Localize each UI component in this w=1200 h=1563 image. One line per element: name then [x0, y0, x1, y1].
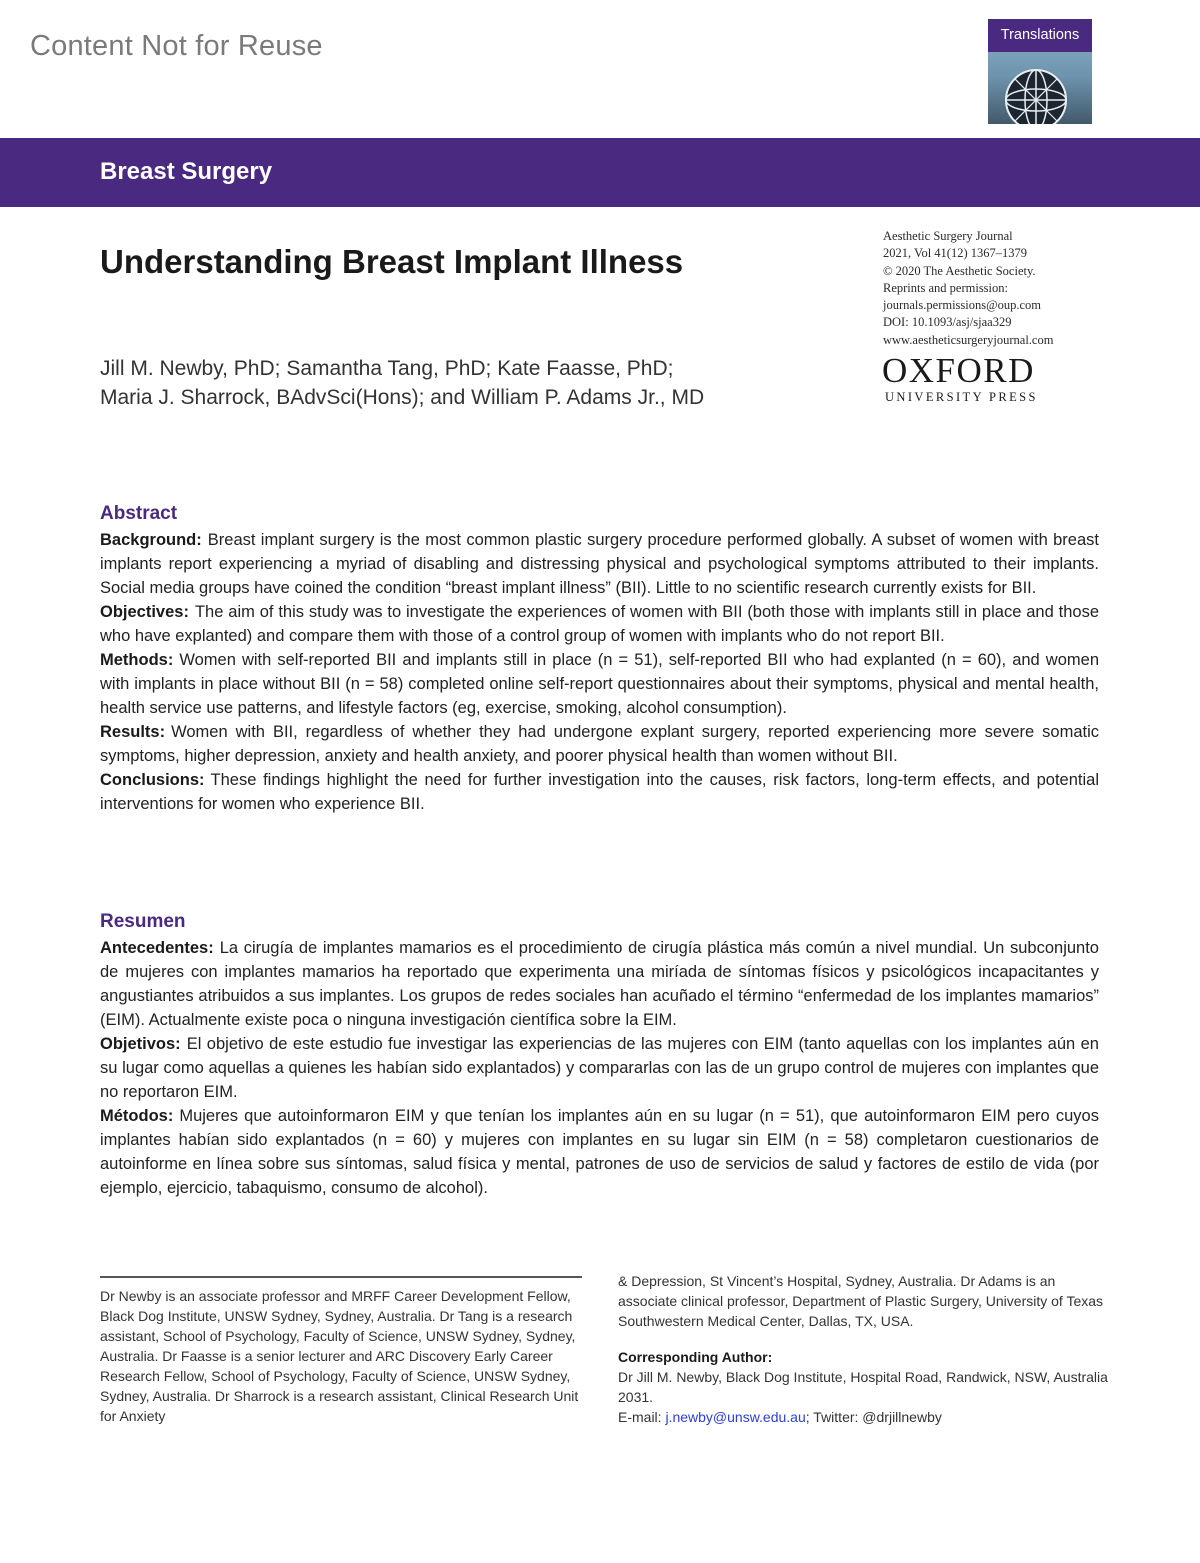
- abstract-background: [100, 528, 1099, 600]
- affiliations-left-column: [100, 1286, 582, 1426]
- resumen-heading: Resumen: [100, 911, 186, 932]
- resumen-section: [100, 911, 1099, 1200]
- publisher-logo-name: OXFORD: [882, 351, 1035, 390]
- globe-icon: [988, 52, 1092, 124]
- resumen-antecedentes: [100, 936, 1099, 1032]
- affiliations-right-column: [618, 1271, 1108, 1427]
- watermark-text: Content Not for Reuse: [30, 30, 323, 62]
- background-label: Background:: [100, 531, 202, 549]
- section-banner: [0, 138, 1200, 207]
- journal-name: Aesthetic Surgery Journal: [883, 229, 1013, 243]
- journal-copyright: © 2020 The Aesthetic Society.: [883, 263, 1036, 278]
- antecedentes-label: Antecedentes:: [100, 939, 214, 957]
- conclusions-label: Conclusions:: [100, 771, 205, 789]
- objetivos-label: Objetivos:: [100, 1035, 181, 1053]
- affiliations-text-left: Dr Newby is an associate professor and MRFF Career Development Fellow, Black Dog Institute, UNSW Sydney, Sydney, Australia. Dr Tang is a research assistant, School of Psychology, Faculty of Science, UNSW Sydney, Sydney, Australia. Dr Faasse is a senior lecturer and ARC Discovery Early Career Research Fellow, School of Psychology, Faculty of Science, UNSW Sydney, Sydney, Australia. Dr Sharrock is a research assistant, Clinical Research Unit for Anxiety: [100, 1288, 579, 1424]
- corresponding-author-heading: Corresponding Author:: [618, 1349, 773, 1365]
- email-label: E-mail:: [618, 1409, 662, 1425]
- resumen-objetivos: [100, 1032, 1099, 1104]
- methods-label: Methods:: [100, 651, 174, 669]
- journal-doi[interactable]: DOI: 10.1093/asj/sjaa329: [883, 315, 1012, 330]
- publisher-logo-sub: UNIVERSITY PRESS: [885, 390, 1038, 404]
- translations-label: Translations: [988, 19, 1092, 52]
- abstract-results: [100, 720, 1099, 768]
- abstract-methods: [100, 648, 1099, 720]
- section-name: Breast Surgery: [100, 158, 273, 185]
- translations-badge[interactable]: [988, 19, 1092, 124]
- twitter-handle: ; Twitter: @drjillnewby: [805, 1409, 942, 1425]
- methods-text: Women with self-reported BII and implants still in place (n = 51), self-reported BII who had explanted (n = 60), and women with implants in place without BII (n = 58) completed online self-report questionnaires about their symptoms, physical and mental health, health service use patterns, and lifestyle factors (eg, exercise, smoking, alcohol consumption).: [100, 651, 1099, 717]
- abstract-heading: Abstract: [100, 503, 178, 524]
- journal-permissions-email[interactable]: journals.permissions@oup.com: [883, 298, 1042, 313]
- journal-website[interactable]: www.aestheticsurgeryjournal.com: [883, 332, 1054, 347]
- abstract-conclusions: [100, 768, 1099, 816]
- objectives-label: Objectives:: [100, 603, 189, 621]
- objectives-text: The aim of this study was to investigate the experiences of women with BII (both those with implants still in place and those who have explanted) and compare them with those of a control group of women with implants who do not report BII.: [100, 603, 1099, 645]
- corresponding-author-contact: [618, 1407, 1108, 1427]
- article-title: Understanding Breast Implant Illness: [100, 243, 684, 280]
- corresponding-author-address: Dr Jill M. Newby, Black Dog Institute, Hospital Road, Randwick, NSW, Australia 2031.: [618, 1369, 1108, 1405]
- affiliations-text-right: & Depression, St Vincent’s Hospital, Sydney, Australia. Dr Adams is an associate clinical professor, Department of Plastic Surgery, University of Texas Southwestern Medical Center, Dallas, TX, USA.: [618, 1273, 1104, 1329]
- antecedentes-text: La cirugía de implantes mamarios es el procedimiento de cirugía plástica más común a nivel mundial. Un subconjunto de mujeres con implantes mamarios ha reportado que experimenta una miríada de síntomas físicos y psicológicos incapacitantes y angustiantes atribuidos a sus implantes. Los grupos de redes sociales han acuñado el término “enfermedad de los implantes mamarios” (EIM). Actualmente existe poca o ninguna investigación científica sobre la EIM.: [100, 939, 1099, 1029]
- footnote-divider: [100, 1276, 582, 1278]
- abstract-section: [100, 503, 1099, 816]
- metodos-label: Métodos:: [100, 1107, 174, 1125]
- conclusions-text: These findings highlight the need for further investigation into the causes, risk factors, long-term effects, and potential interventions for women who experience BII.: [100, 771, 1099, 813]
- author-list: [100, 354, 840, 412]
- email-link[interactable]: j.newby@unsw.edu.au: [665, 1409, 806, 1425]
- background-text: Breast implant surgery is the most common plastic surgery procedure performed globally. A subset of women with breast implants report experiencing a myriad of disabling and distressing physical and psychological symptoms attributed to their implants. Social media groups have coined the condition “breast implant illness” (BII). Little to no scientific research currently exists for BII.: [100, 531, 1099, 597]
- authors-line-2: Maria J. Sharrock, BAdvSci(Hons); and William P. Adams Jr., MD: [100, 386, 705, 409]
- authors-line-1: Jill M. Newby, PhD; Samantha Tang, PhD; Kate Faasse, PhD;: [100, 357, 674, 380]
- objetivos-text: El objetivo de este estudio fue investigar las experiencias de las mujeres con EIM (tanto aquellas con los implantes aún en su lugar como aquellas a quienes les habían sido explantados) y compararlas con las de un grupo control de mujeres con implantes que no reportaron EIM.: [100, 1035, 1099, 1101]
- metodos-text: Mujeres que autoinformaron EIM y que tenían los implantes aún en su lugar (n = 51), que autoinformaron EIM pero cuyos implantes habían sido explantados (n = 60) y mujeres con implantes en su lugar sin EIM (n = 58) completaron cuestionarios de autoinforme en línea sobre sus síntomas, salud física y mental, patrones de uso de servicios de salud y factores de estilo de vida (por ejemplo, ejercicio, tabaquismo, consumo de alcohol).: [100, 1107, 1099, 1197]
- journal-reprints: Reprints and permission:: [883, 280, 1008, 295]
- results-text: Women with BII, regardless of whether they had undergone explant surgery, reported experiencing more severe somatic symptoms, higher depression, anxiety and health anxiety, and poorer physical health than women without BII.: [100, 723, 1099, 765]
- abstract-objectives: [100, 600, 1099, 648]
- journal-volume: 2021, Vol 41(12) 1367–1379: [883, 246, 1027, 261]
- results-label: Results:: [100, 723, 166, 741]
- resumen-metodos: [100, 1104, 1099, 1200]
- journal-info: [883, 228, 1093, 349]
